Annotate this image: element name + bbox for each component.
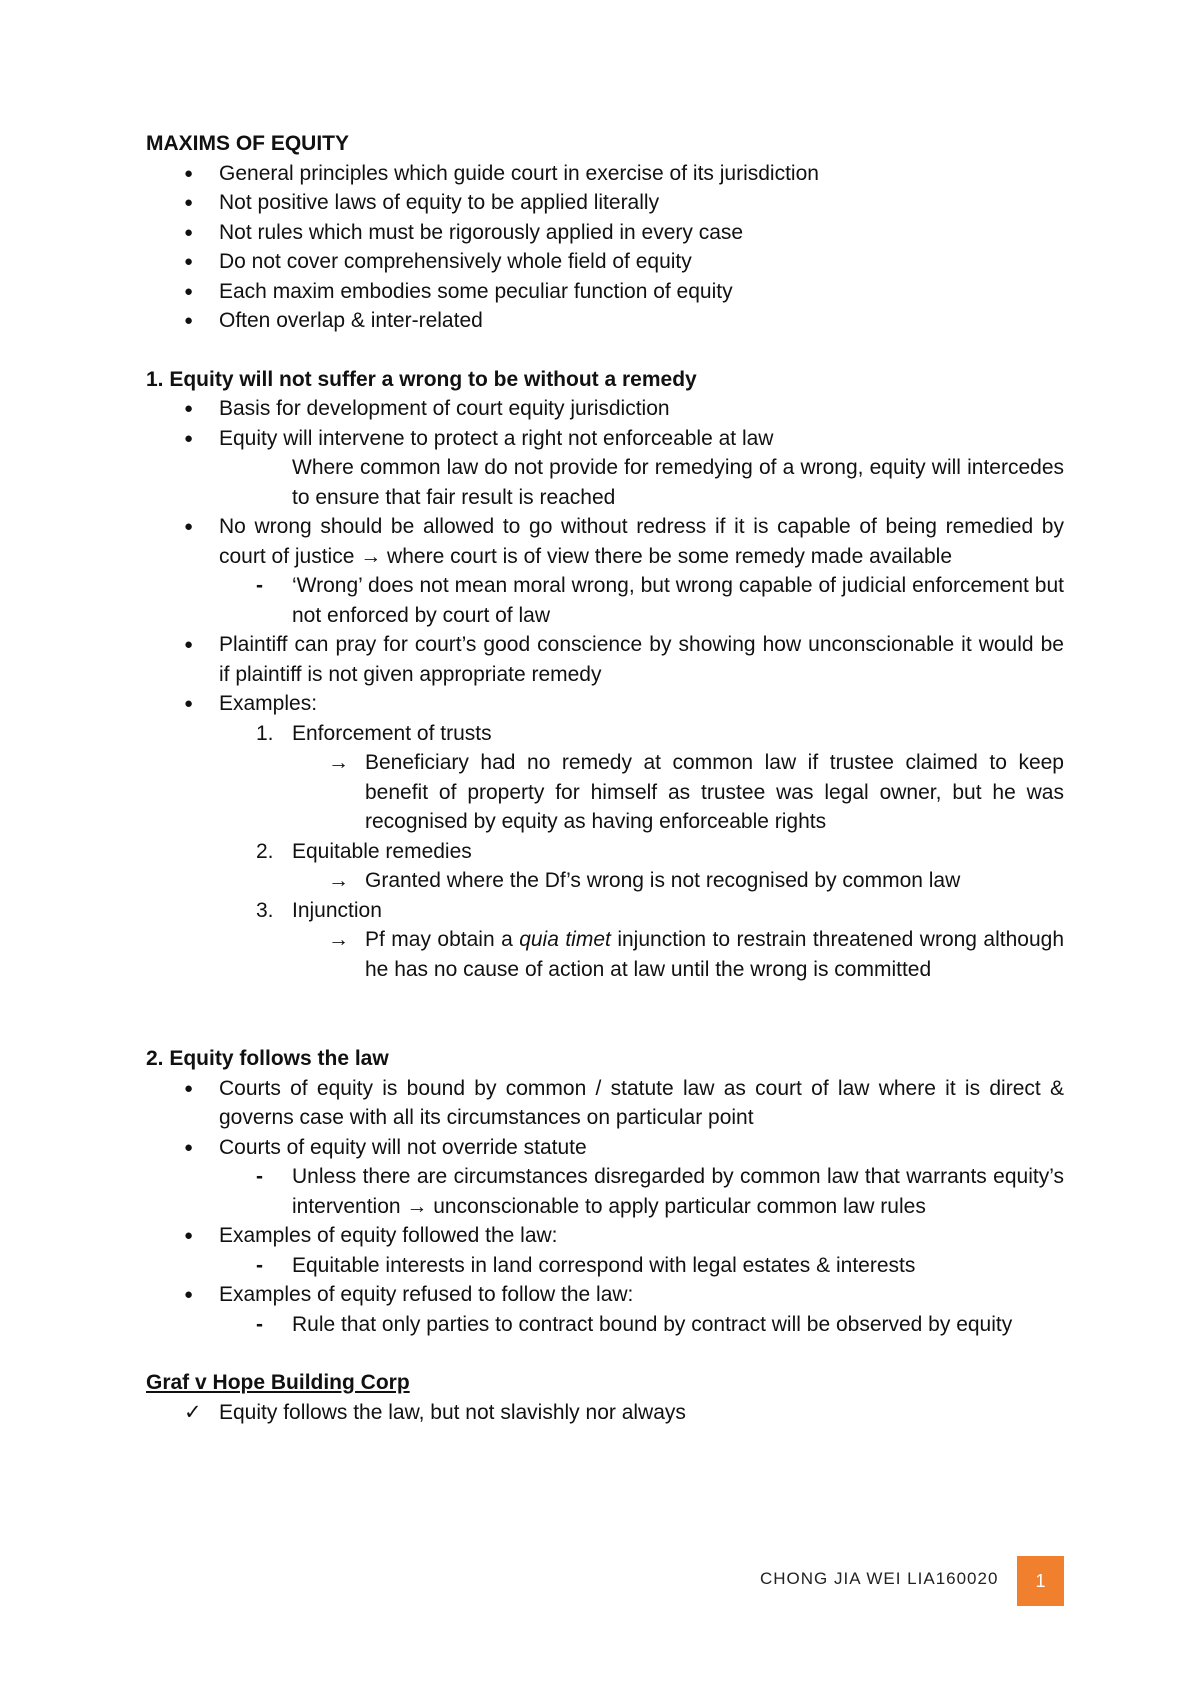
list-item: ● Examples of equity refused to follow the law: bbox=[146, 1280, 1064, 1310]
page-title: MAXIMS OF EQUITY bbox=[146, 132, 350, 155]
section-heading-1: 1. Equity will not suffer a wrong to be without a remedy bbox=[146, 367, 697, 391]
sub-list-item: - Rule that only parties to contract bound by contract will be observed by equity bbox=[146, 1310, 1064, 1340]
example-label: Equitable remedies bbox=[292, 839, 472, 863]
case-list bbox=[146, 1398, 1064, 1428]
check-item: ✓ Equity follows the law, but not slavishly nor always bbox=[146, 1398, 1064, 1428]
document-body bbox=[146, 129, 1064, 1427]
list-item: ● General principles which guide court in exercise of its jurisdiction bbox=[146, 159, 1064, 189]
arrow-icon: → bbox=[328, 869, 349, 892]
list-item: ● Plaintiff can pray for court’s good conscience by showing how unconscionable it would be if plaintiff is not given appropriate remedy bbox=[146, 630, 1064, 689]
example-detail: → Beneficiary had no remedy at common law if trustee claimed to keep benefit of property for himself as trustee was legal owner, but he was recognised by equity as having enforceable rights bbox=[146, 748, 1064, 837]
intro-list bbox=[146, 159, 1064, 336]
example-detail: → Pf may obtain a quia timet injunction to restrain threatened wrong although he has no cause of action at law until the wrong is committed bbox=[146, 925, 1064, 984]
list-item: ● No wrong should be allowed to go without redress if it is capable of being remedied by court of justice → where court is of view there be some remedy made available bbox=[146, 512, 1064, 571]
list-item: ● Each maxim embodies some peculiar function of equity bbox=[146, 277, 1064, 307]
list-item: ● Basis for development of court equity jurisdiction bbox=[146, 394, 1064, 424]
list-item: ● Equity will intervene to protect a right not enforceable at law bbox=[146, 424, 1064, 454]
example-item bbox=[146, 719, 1064, 749]
example-detail: → Granted where the Df’s wrong is not recognised by common law bbox=[146, 866, 1064, 896]
arrow-icon: → bbox=[328, 751, 349, 774]
sub-list-item: - Equitable interests in land correspond with legal estates & interests bbox=[146, 1251, 1064, 1281]
list-item: ● Examples of equity followed the law: bbox=[146, 1221, 1064, 1251]
page-number: 1 bbox=[1017, 1556, 1064, 1606]
example-item bbox=[146, 837, 1064, 867]
list-item: ● Not positive laws of equity to be applied literally bbox=[146, 188, 1064, 218]
list-item: ● Examples: bbox=[146, 689, 1064, 719]
sub-list-item: - ‘Wrong’ does not mean moral wrong, but wrong capable of judicial enforcement but not enforced by court of law bbox=[146, 571, 1064, 630]
case-title: Graf v Hope Building Corp bbox=[146, 1371, 410, 1394]
list-item: ● Courts of equity is bound by common / statute law as court of law where it is direct & governs case with all its circumstances on particular point bbox=[146, 1074, 1064, 1133]
section-heading-2: 2. Equity follows the law bbox=[146, 1047, 389, 1070]
example-number: 2. bbox=[256, 839, 274, 863]
arrow-icon: → bbox=[328, 928, 349, 951]
section1-list bbox=[146, 394, 1064, 984]
list-item: ● Often overlap & inter-related bbox=[146, 306, 1064, 336]
list-item: ● Do not cover comprehensively whole field of equity bbox=[146, 247, 1064, 277]
example-label: Enforcement of trusts bbox=[292, 721, 492, 745]
example-number: 1. bbox=[256, 721, 274, 745]
list-item-note: Where common law do not provide for remedying of a wrong, equity will intercedes to ensure that fair result is reached bbox=[292, 456, 1064, 509]
example-number: 3. bbox=[256, 898, 274, 922]
sub-list-item: - Unless there are circumstances disregarded by common law that warrants equity’s intervention → unconscionable to apply particular common law rules bbox=[146, 1162, 1064, 1221]
list-item: ● Not rules which must be rigorously applied in every case bbox=[146, 218, 1064, 248]
footer-author: CHONG JIA WEI LIA160020 bbox=[760, 1569, 999, 1588]
list-item: ● Courts of equity will not override statute bbox=[146, 1133, 1064, 1163]
example-label: Injunction bbox=[292, 898, 382, 922]
example-item bbox=[146, 896, 1064, 926]
section2-list bbox=[146, 1074, 1064, 1340]
